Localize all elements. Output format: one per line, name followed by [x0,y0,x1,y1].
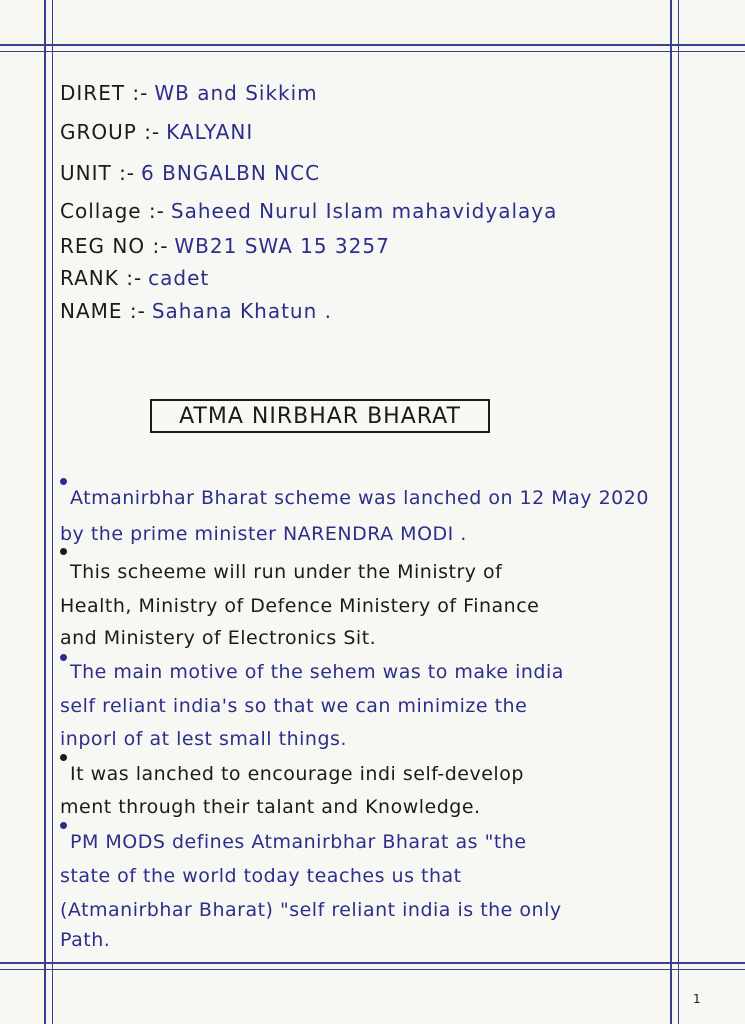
p3-line-2: self reliant india's so that we can minimize the [60,695,528,717]
p1-line-2: by the prime minister NARENDRA MODI . [60,523,467,545]
top-rule-secondary [0,51,745,52]
unit-label: UNIT :- [60,161,136,185]
unit-row [60,160,320,186]
group-row [60,119,253,145]
bullet-1 [60,478,67,485]
p4-line-2: ment through their talant and Knowledge. [60,796,481,818]
p5-line-4: Path. [60,929,111,951]
name-label: NAME :- [60,299,146,323]
college-row [60,198,557,224]
essay-title: ATMA NIRBHAR BHARAT [179,403,461,429]
rank-label: RANK :- [60,266,143,290]
college-value: Saheed Nurul Islam mahavidyalaya [170,199,558,223]
unit-value: 6 BNGALBN NCC [141,161,321,185]
name-row [60,298,332,324]
direct-value: WB and Sikkim [154,81,318,105]
p3-line-3: inporl of at lest small things. [60,728,347,750]
p5-line-3: (Atmanirbhar Bharat) "self reliant india is the only [60,899,562,921]
bottom-rule-secondary [0,969,745,970]
p2-line-3: and Ministery of Electronics Sit. [60,627,377,649]
group-label: GROUP :- [60,120,161,144]
p1-line-1: Atmanirbhar Bharat scheme was lanched on 12 May 2020 [70,487,649,509]
group-value: KALYANI [166,120,254,144]
reg-label: REG NO :- [60,234,169,258]
bullet-3 [60,654,67,661]
top-rule [0,44,745,46]
reg-row [60,233,390,259]
bullet-4 [60,754,67,761]
college-label: Collage :- [60,199,165,223]
reg-value: WB21 SWA 15 3257 [174,234,390,258]
p5-line-1: PM MODS defines Atmanirbhar Bharat as "the [70,831,527,853]
left-margin-line [44,0,46,1024]
p5-line-2: state of the world today teaches us that [60,865,462,887]
bullet-5 [60,822,67,829]
name-value: Sahana Khatun . [151,299,332,323]
p3-line-1: The main motive of the sehem was to make india [70,661,564,683]
direct-label: DIRET :- [60,81,149,105]
direct-row [60,80,318,106]
bullet-2 [60,548,67,555]
rank-value: cadet [148,266,210,290]
p2-line-1: This scheeme will run under the Ministry of [70,561,503,583]
page-number: 1 [693,992,701,1006]
left-margin-line-secondary [52,0,53,1024]
bottom-rule [0,962,745,964]
right-margin-line [670,0,672,1024]
essay-title-box [150,399,490,433]
p4-line-1: It was lanched to encourage indi self-develop [70,763,524,785]
p2-line-2: Health, Ministry of Defence Ministery of Finance [60,595,540,617]
rank-row [60,265,209,291]
right-margin-line-secondary [678,0,679,1024]
